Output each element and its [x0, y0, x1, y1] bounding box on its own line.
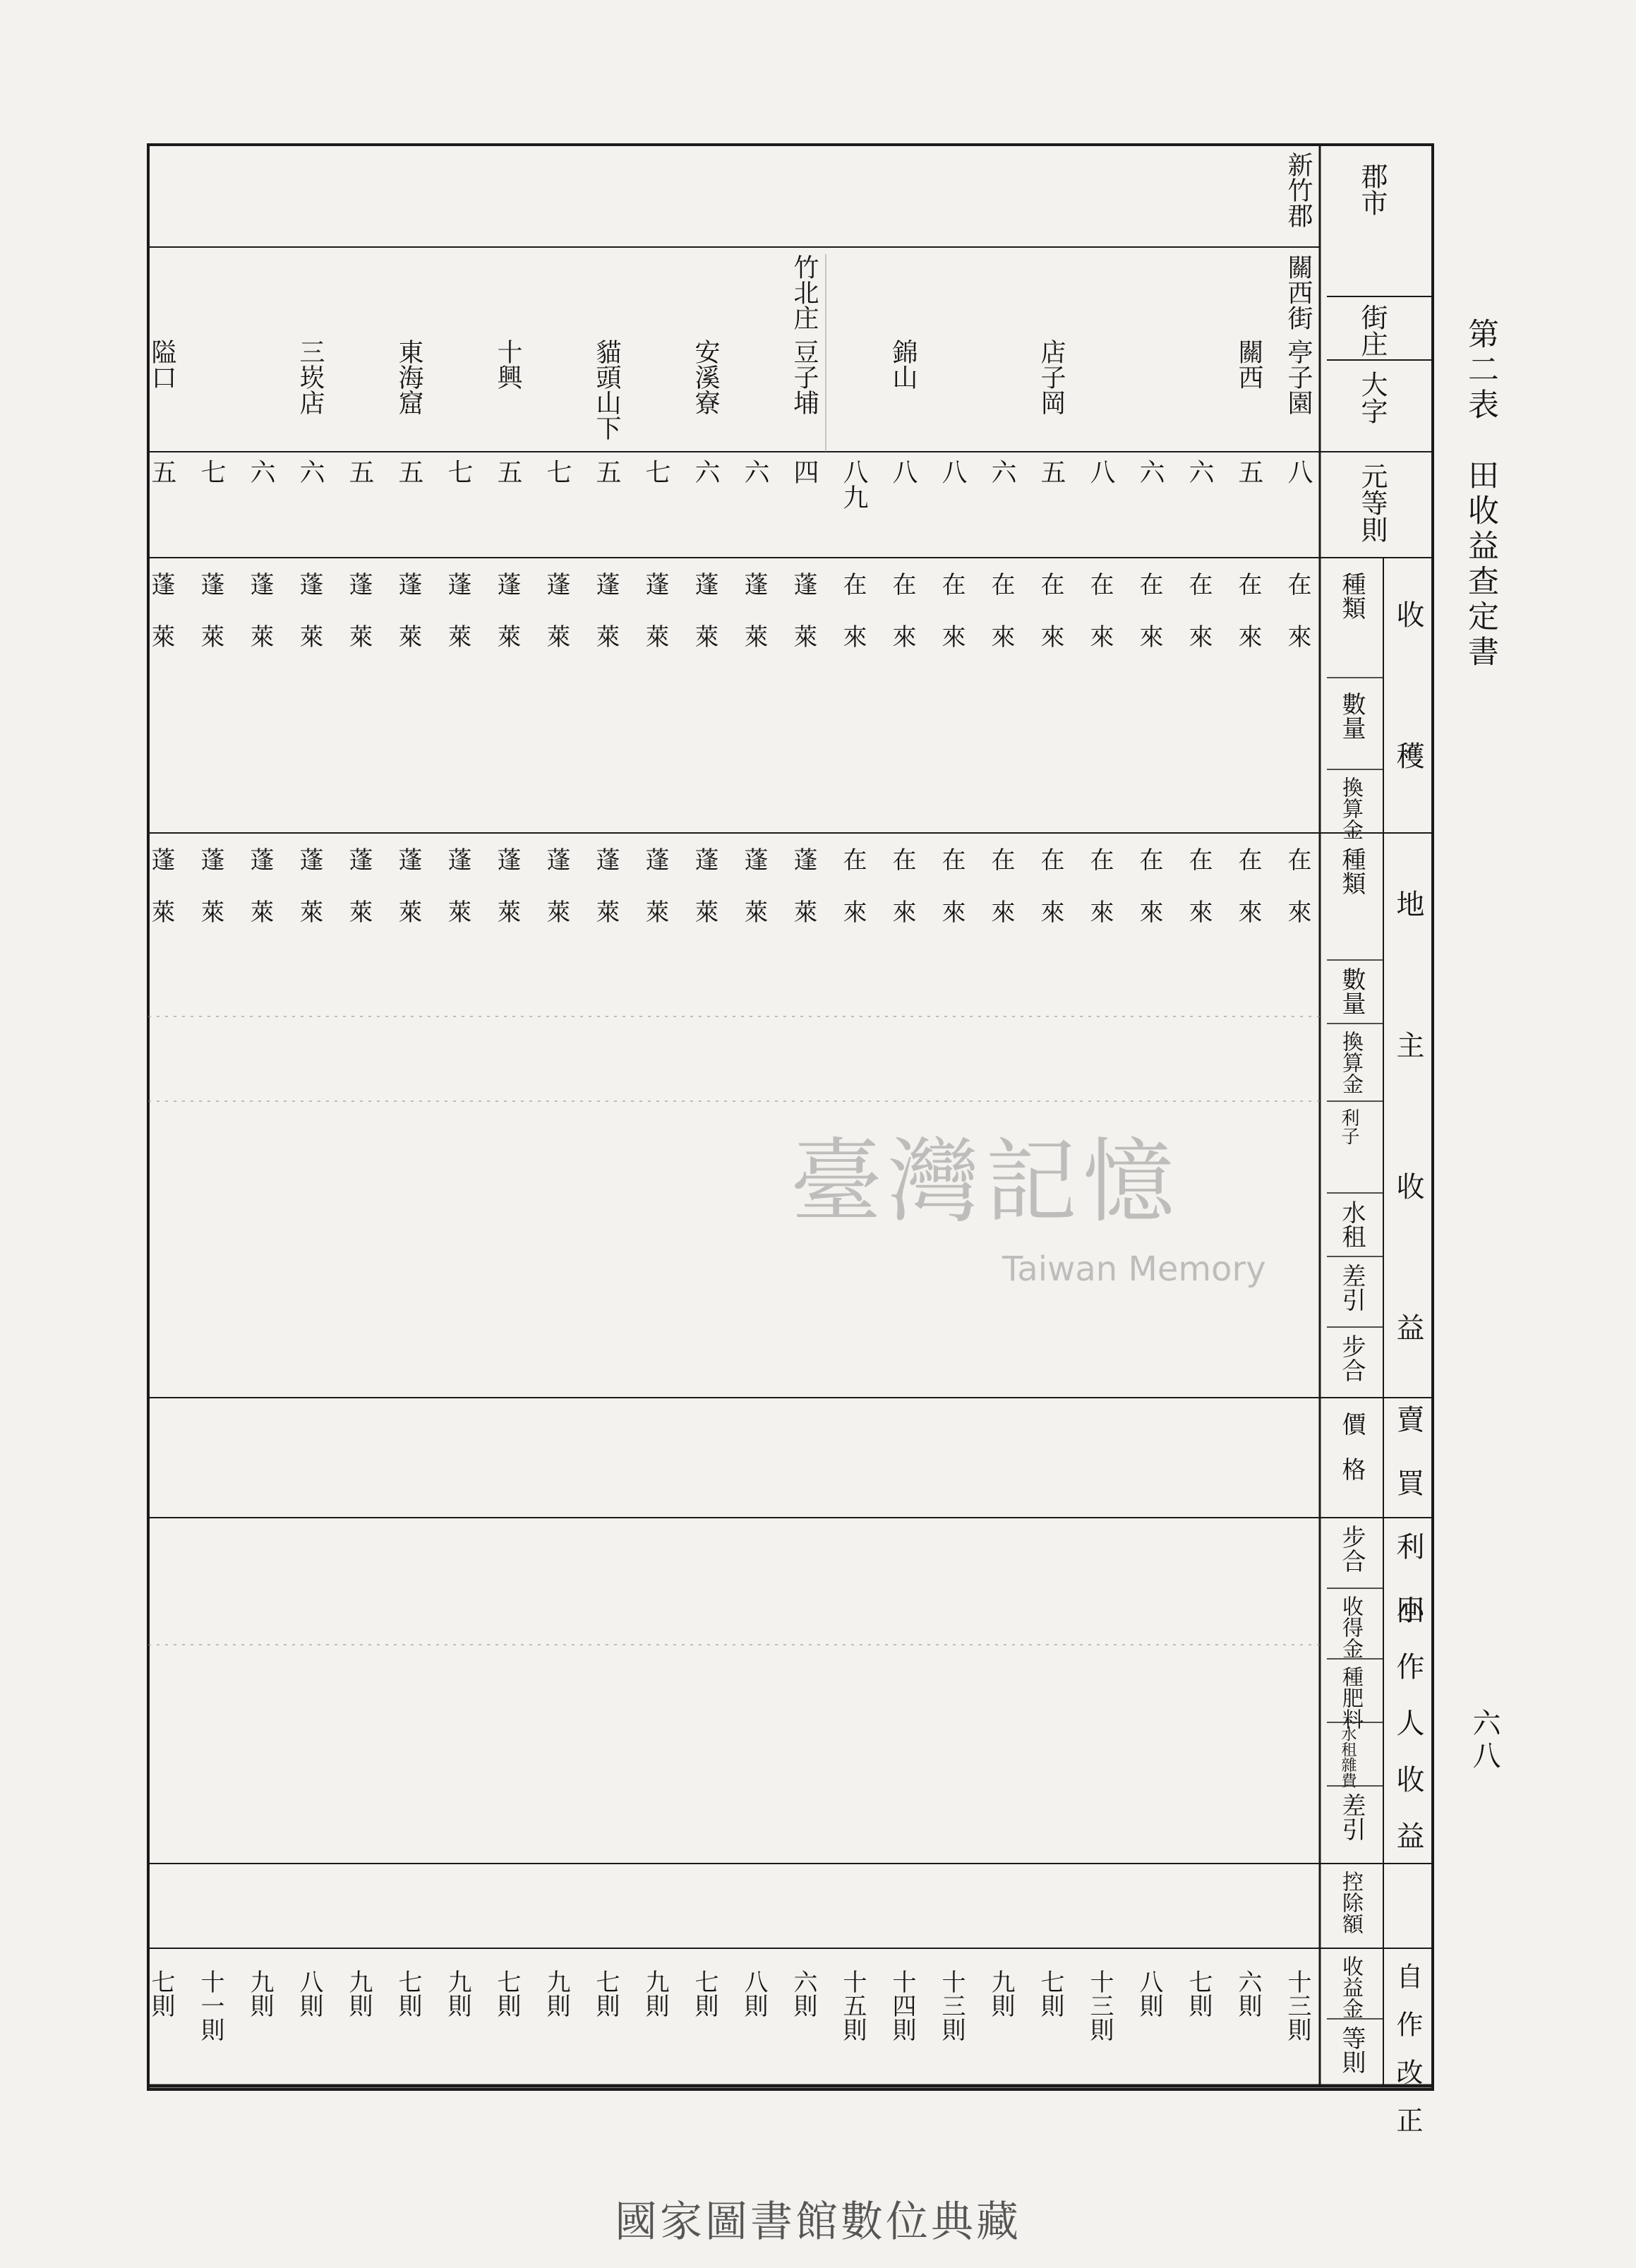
- place-crop-kind-1: 在來: [1036, 572, 1064, 676]
- place-yuan: 八: [1284, 459, 1313, 484]
- place-deng: 十四則: [888, 1969, 916, 2041]
- place-deng: 七則: [394, 1969, 422, 2017]
- place-crop-kind-2: 在來: [1184, 847, 1213, 952]
- place-zi: 錦山: [889, 339, 918, 390]
- place-crop-kind-2: 在來: [1036, 847, 1064, 952]
- place-deng: 十三則: [937, 1969, 966, 2041]
- place-crop-kind-2: 蓬萊: [789, 847, 817, 952]
- place-deng: 九則: [641, 1969, 669, 2017]
- place-zi: 隘口: [148, 339, 176, 390]
- place-deng: 九則: [542, 1969, 570, 2017]
- place-yuan: 五: [1037, 459, 1066, 484]
- place-crop-kind-1: 蓬萊: [542, 572, 570, 676]
- place-crop-kind-2: 蓬萊: [394, 847, 422, 952]
- place-zi: 十興: [493, 339, 522, 390]
- place-yuan: 五: [345, 459, 374, 484]
- place-crop-kind-1: 蓬萊: [591, 572, 620, 676]
- place-deng: 九則: [246, 1969, 274, 2017]
- place-crop-kind-1: 蓬萊: [246, 572, 274, 676]
- place-crop-kind-2: 在來: [1234, 847, 1262, 952]
- place-deng: 九則: [344, 1969, 373, 2017]
- place-zhuang: 關西街: [1284, 254, 1313, 330]
- place-crop-kind-2: 在來: [937, 847, 966, 952]
- header-da-zi: 大字: [1357, 371, 1388, 424]
- place-yuan: 六: [1185, 459, 1214, 484]
- place-yuan: 八: [938, 459, 967, 484]
- place-deng: 九則: [987, 1969, 1015, 2017]
- place-yuan: 六: [246, 459, 275, 484]
- group-di-zhu-shou-yi: 地主收益: [1392, 889, 1424, 1454]
- place-crop-kind-2: 在來: [888, 847, 916, 952]
- place-deng: 十五則: [838, 1969, 867, 2041]
- header-gai-zhuang: 街庄: [1357, 304, 1388, 357]
- place-crop-kind-2: 蓬萊: [740, 847, 768, 952]
- place-crop-kind-1: 在來: [1283, 572, 1311, 676]
- place-crop-kind-2: 蓬萊: [542, 847, 570, 952]
- place-yuan: 六: [691, 459, 720, 484]
- place-crop-kind-1: 在來: [937, 572, 966, 676]
- place-deng: 七則: [690, 1969, 718, 2017]
- row-shu-liang-2: 數量: [1337, 967, 1366, 1015]
- group-shou-huo: 收穫: [1392, 600, 1424, 882]
- place-zi: 貓頭山下: [592, 339, 621, 440]
- row-li-zi: 利子: [1338, 1108, 1359, 1145]
- place-crop-kind-1: 蓬萊: [295, 572, 323, 676]
- place-crop-kind-2: 蓬萊: [246, 847, 274, 952]
- place-crop-kind-1: 蓬萊: [740, 572, 768, 676]
- place-yuan: 七: [642, 459, 670, 484]
- place-yuan: 八九: [839, 459, 868, 510]
- place-crop-kind-2: 蓬萊: [690, 847, 718, 952]
- row-bu-he-2: 步合: [1337, 1525, 1366, 1573]
- place-yuan: 八: [889, 459, 918, 484]
- place-yuan: 五: [493, 459, 522, 484]
- place-crop-kind-1: 在來: [1085, 572, 1114, 676]
- place-crop-kind-2: 在來: [1135, 847, 1163, 952]
- group-zi-zuo-gai-zheng: 自作改正: [1392, 1962, 1423, 2154]
- place-crop-kind-1: 蓬萊: [394, 572, 422, 676]
- place-deng: 十三則: [1085, 1969, 1114, 2041]
- table-title: 第二表 田收益查定書: [1462, 318, 1498, 671]
- row-kong-chu-e: 控除額: [1338, 1871, 1363, 1934]
- row-shou-yi-jin: 收益金: [1338, 1955, 1363, 2019]
- place-crop-kind-2: 在來: [1085, 847, 1114, 952]
- row-shui-zu: 水租: [1337, 1200, 1366, 1248]
- place-crop-kind-2: 在來: [987, 847, 1015, 952]
- place-crop-kind-2: 蓬萊: [493, 847, 521, 952]
- place-zi: 店子岡: [1037, 339, 1066, 415]
- row-zhong-lei-2: 種類: [1337, 847, 1366, 895]
- row-huan-suan-jin-2: 換算金: [1338, 1031, 1363, 1094]
- place-yuan: 五: [592, 459, 621, 484]
- place-yuan: 六: [987, 459, 1016, 484]
- row-bu-he: 步合: [1337, 1334, 1366, 1382]
- place-crop-kind-2: 蓬萊: [344, 847, 373, 952]
- place-deng: 九則: [443, 1969, 471, 2017]
- row-huan-suan-jin-1: 換算金: [1338, 776, 1363, 840]
- row-zhong-fei-liao: 種肥料: [1338, 1666, 1363, 1729]
- place-yuan: 七: [444, 459, 473, 484]
- watermark: [790, 1108, 1299, 1320]
- place-gun: 新竹郡: [1284, 152, 1313, 228]
- place-crop-kind-2: 在來: [838, 847, 867, 952]
- row-cha-yin: 差引: [1337, 1264, 1366, 1312]
- watermark-cn: 臺灣記憶: [790, 1128, 1181, 1235]
- place-zi: 安溪寮: [691, 339, 720, 415]
- place-yuan: 四: [790, 459, 819, 484]
- place-deng: 八則: [740, 1969, 768, 2017]
- place-yuan: 七: [197, 459, 226, 484]
- place-yuan: 六: [740, 459, 769, 484]
- group-xiao-zuo-ren-shou-yi: 小作人收益: [1392, 1595, 1424, 1878]
- place-crop-kind-2: 在來: [1283, 847, 1311, 952]
- place-crop-kind-1: 蓬萊: [344, 572, 373, 676]
- place-zi: 東海窟: [395, 339, 423, 415]
- place-crop-kind-1: 在來: [838, 572, 867, 676]
- place-deng: 七則: [591, 1969, 620, 2017]
- place-crop-kind-2: 蓬萊: [641, 847, 669, 952]
- place-deng: 六則: [789, 1969, 817, 2017]
- group-mai-mai-li-hui: 賣買利回: [1392, 1405, 1424, 1659]
- row-shou-de-jin: 收得金: [1338, 1595, 1363, 1659]
- place-zi: 亭子園: [1284, 339, 1313, 415]
- place-crop-kind-2: 蓬萊: [196, 847, 224, 952]
- place-crop-kind-1: 在來: [888, 572, 916, 676]
- place-crop-kind-2: 蓬萊: [295, 847, 323, 952]
- place-crop-kind-1: 蓬萊: [196, 572, 224, 676]
- place-crop-kind-1: 在來: [1135, 572, 1163, 676]
- place-zhuang: 竹北庄: [790, 254, 819, 330]
- place-zi: 三崁店: [296, 339, 325, 415]
- footer-credit: 國家圖書館數位典藏: [615, 2197, 1021, 2247]
- watermark-en: Taiwan Memory: [1002, 1249, 1266, 1289]
- place-deng: 六則: [1234, 1969, 1262, 2017]
- place-deng: 八則: [295, 1969, 323, 2017]
- place-yuan: 六: [1136, 459, 1165, 484]
- place-crop-kind-1: 蓬萊: [147, 572, 175, 676]
- place-crop-kind-1: 在來: [1184, 572, 1213, 676]
- place-zi: 豆子埔: [790, 339, 819, 415]
- row-cha-yin-2: 差引: [1337, 1793, 1366, 1841]
- row-shu-liang-1: 數量: [1337, 692, 1366, 740]
- place-crop-kind-1: 在來: [987, 572, 1015, 676]
- header-gun-shi: 郡市: [1357, 162, 1388, 216]
- place-yuan: 八: [1086, 459, 1115, 484]
- header-yuan-deng-ze: 元等則: [1357, 462, 1388, 543]
- place-yuan: 七: [543, 459, 572, 484]
- place-crop-kind-2: 蓬萊: [147, 847, 175, 952]
- place-deng: 八則: [1135, 1969, 1163, 2017]
- place-deng: 七則: [1184, 1969, 1213, 2017]
- place-deng: 七則: [493, 1969, 521, 2017]
- place-crop-kind-2: 蓬萊: [591, 847, 620, 952]
- row-shui-zu-za-fei: 水租雜費: [1339, 1726, 1357, 1788]
- page-number: 六八: [1468, 1708, 1500, 1773]
- place-yuan: 五: [148, 459, 176, 484]
- place-crop-kind-1: 蓬萊: [641, 572, 669, 676]
- place-crop-kind-1: 蓬萊: [690, 572, 718, 676]
- place-deng: 七則: [1036, 1969, 1064, 2017]
- row-jia-ge: 價格: [1337, 1412, 1366, 1502]
- row-zhong-lei-1: 種類: [1337, 572, 1366, 620]
- place-deng: 十一則: [196, 1969, 224, 2041]
- row-deng-ze: 等則: [1337, 2026, 1366, 2074]
- place-yuan: 六: [296, 459, 325, 484]
- place-deng: 十三則: [1283, 1969, 1311, 2041]
- place-yuan: 五: [1234, 459, 1263, 484]
- place-crop-kind-1: 在來: [1234, 572, 1262, 676]
- place-zi: 關西: [1234, 339, 1263, 390]
- place-crop-kind-1: 蓬萊: [443, 572, 471, 676]
- place-crop-kind-2: 蓬萊: [443, 847, 471, 952]
- place-crop-kind-1: 蓬萊: [493, 572, 521, 676]
- place-crop-kind-1: 蓬萊: [789, 572, 817, 676]
- place-yuan: 五: [395, 459, 423, 484]
- place-deng: 七則: [147, 1969, 175, 2017]
